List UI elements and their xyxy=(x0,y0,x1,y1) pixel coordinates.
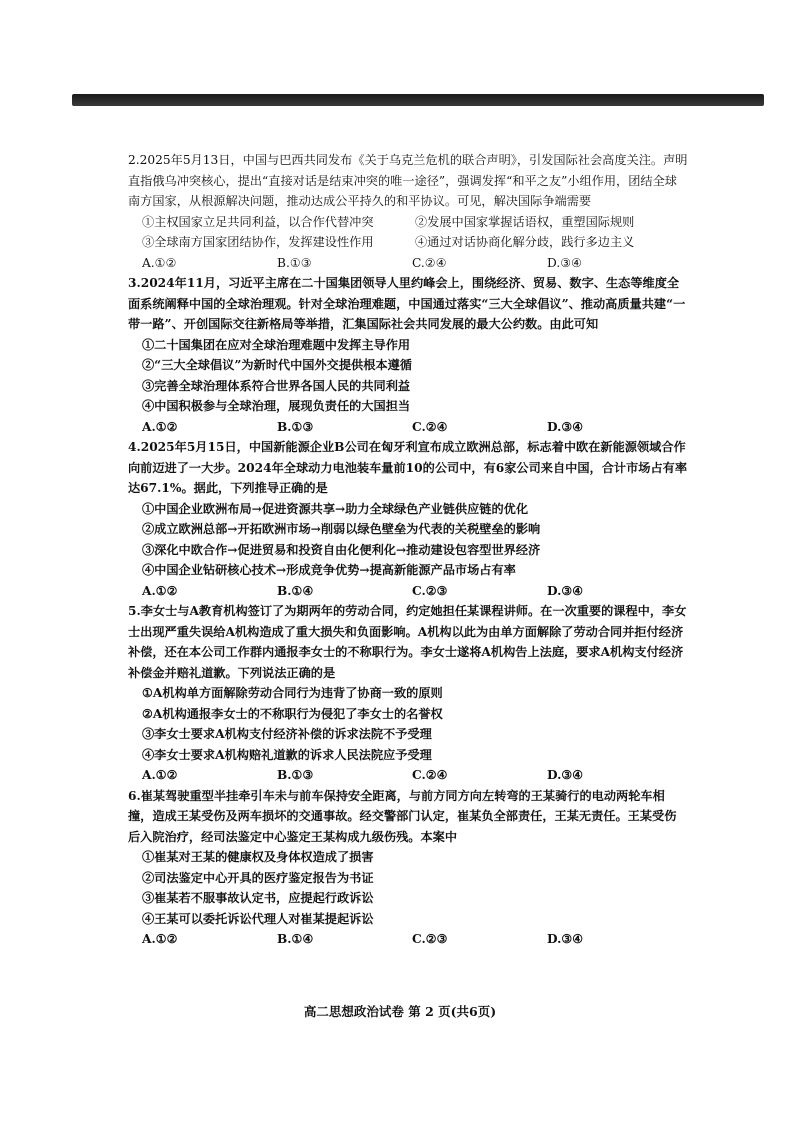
option-2: ②“三大全球倡议”为新时代中国外交提供根本遵循 xyxy=(142,358,412,372)
choice-d: D.③④ xyxy=(547,932,584,946)
option-1: ①二十国集团在应对全球治理难题中发挥主导作用 xyxy=(142,337,411,352)
question-stem: 6.崔某驾驶重型半挂牵引车未与前车保持安全距离，与前方同方向左转弯的王某骑行的电动两轮车相撞，造成王某受伤及两车损坏的交通事故。经交警部门认定，崔某负全部责任，王某无责任。王某受伤后入院治疗，经司法鉴定中心鉴定王某构成九级伤残。本案中 xyxy=(128,788,677,844)
option-3: ③崔某若不服事故认定书，应提起行政诉讼 xyxy=(142,891,374,905)
option-2: ②成立欧洲总部→开拓欧洲市场→削弱以绿色壁垒为代表的关税壁垒的影响 xyxy=(142,522,541,536)
option-2: ②发展中国家掌握话语权，重塑国际规则 xyxy=(415,214,635,229)
choice-b: B.①④ xyxy=(277,932,314,946)
option-1: ①主权国家立足共同利益，以合作代替冲突 xyxy=(142,214,374,229)
question-stem: 2.2025年5月13日，中国与巴西共同发布《关于乌克兰危机的联合声明》，引发国际社会高度关注。声明直指俄乌冲突核心，提出“直接对话是结束冲突的唯一途径”，强调发挥“和平之友”小组作用，团结全球南方国家，从根源解决问题，推动达成公平持久的和平协议。可见，解决国际争端需要 xyxy=(128,153,688,208)
answer-choices xyxy=(128,765,688,786)
choice-c: C.②④ xyxy=(412,768,448,782)
choice-a: A.①② xyxy=(142,419,178,434)
option-4: ④李女士要求A机构赔礼道歉的诉求人民法院应予受理 xyxy=(142,747,432,762)
option-4: ④中国积极参与全球治理，展现负责任的大国担当 xyxy=(142,399,411,413)
option-1: ①A机构单方面解除劳动合同行为违背了协商一致的原则 xyxy=(142,686,443,700)
exam-page xyxy=(128,150,688,950)
question-stem: 3.2024年11月，习近平主席在二十国集团领导人里约峰会上，围绕经济、贸易、数字、生态等维度全面系统阐释中国的全球治理观。针对全球治理难题，中国通过落实“三大全球倡议”、推动高质量共建“一带一路”、开创国际交往新格局等举措，汇集国际社会共同发展的最大公约数。由此可知 xyxy=(128,276,686,331)
option-1: ①崔某对王某的健康权及身体权造成了损害 xyxy=(142,850,374,864)
choice-c: C.②④ xyxy=(412,255,447,270)
answer-choices xyxy=(128,417,688,438)
question-2 xyxy=(128,150,688,273)
option-4: ④王某可以委托诉讼代理人对崔某提起诉讼 xyxy=(142,911,374,926)
question-3 xyxy=(128,273,688,437)
question-stem: 5.李女士与A教育机构签订了为期两年的劳动合同，约定她担任某课程讲师。在一次重要的课程中，李女士出现严重失误给A机构造成了重大损失和负面影响。A机构以此为由单方面解除了劳动合同并拒付经济补偿，还在本公司工作群内通报李女士的不称职行为。李女士遂将A机构告上法庭，要求A机构支付经济补偿金并赔礼道歉。下列说法正确的是 xyxy=(128,604,687,680)
choice-c: C.②③ xyxy=(412,583,448,598)
answer-choices xyxy=(128,253,688,274)
option-2: ②司法鉴定中心开具的医疗鉴定报告为书证 xyxy=(142,870,374,885)
choice-b: B.①③ xyxy=(277,419,314,434)
choice-b: B.①③ xyxy=(277,255,312,270)
page-footer: 高二思想政治试卷 第 2 页(共6页) xyxy=(303,1004,497,1019)
choice-a: A.①② xyxy=(142,768,178,782)
choice-d: D.③④ xyxy=(547,768,584,782)
choice-d: D.③④ xyxy=(547,583,584,598)
answer-choices xyxy=(128,581,688,602)
choice-b: B.①④ xyxy=(277,583,314,598)
choice-d: D.③④ xyxy=(547,419,584,434)
option-3: ③深化中欧合作→促进贸易和投资自由化便利化→推动建设包容型世界经济 xyxy=(142,542,541,557)
choice-a: A.①② xyxy=(142,255,177,270)
option-3: ③全球南方国家团结协作，发挥建设性作用 xyxy=(142,235,374,249)
question-6 xyxy=(128,786,688,950)
option-3: ③李女士要求A机构支付经济补偿的诉求法院不予受理 xyxy=(142,727,432,741)
option-1: ①中国企业欧洲布局→促进资源共享→助力全球绿色产业链供应链的优化 xyxy=(142,501,529,516)
option-row xyxy=(128,212,688,233)
choice-d: D.③④ xyxy=(547,255,583,270)
choice-c: C.②④ xyxy=(412,419,448,434)
option-3: ③完善全球治理体系符合世界各国人民的共同利益 xyxy=(142,378,411,393)
option-row xyxy=(128,232,688,253)
choice-a: A.①② xyxy=(142,932,178,946)
scan-top-edge xyxy=(72,94,764,106)
question-4 xyxy=(128,437,688,601)
option-2: ②A机构通报李女士的不称职行为侵犯了李女士的名誉权 xyxy=(142,706,443,721)
question-stem: 4.2025年5月15日，中国新能源企业B公司在匈牙利宣布成立欧洲总部，标志着中欧在新能源领域合作向前迈进了一大步。2024年全球动力电池装车量前10的公司中，有6家公司来自中国，合计市场占有率达67.1%。据此，下列推导正确的是 xyxy=(128,440,688,495)
choice-c: C.②③ xyxy=(412,932,448,946)
answer-choices xyxy=(128,929,688,950)
choice-b: B.①③ xyxy=(277,768,314,782)
option-4: ④通过对话协商化解分歧，践行多边主义 xyxy=(415,235,635,249)
question-5 xyxy=(128,601,688,786)
option-4: ④中国企业钻研核心技术→形成竞争优势→提高新能源产品市场占有率 xyxy=(142,563,516,577)
choice-a: A.①② xyxy=(142,583,178,598)
